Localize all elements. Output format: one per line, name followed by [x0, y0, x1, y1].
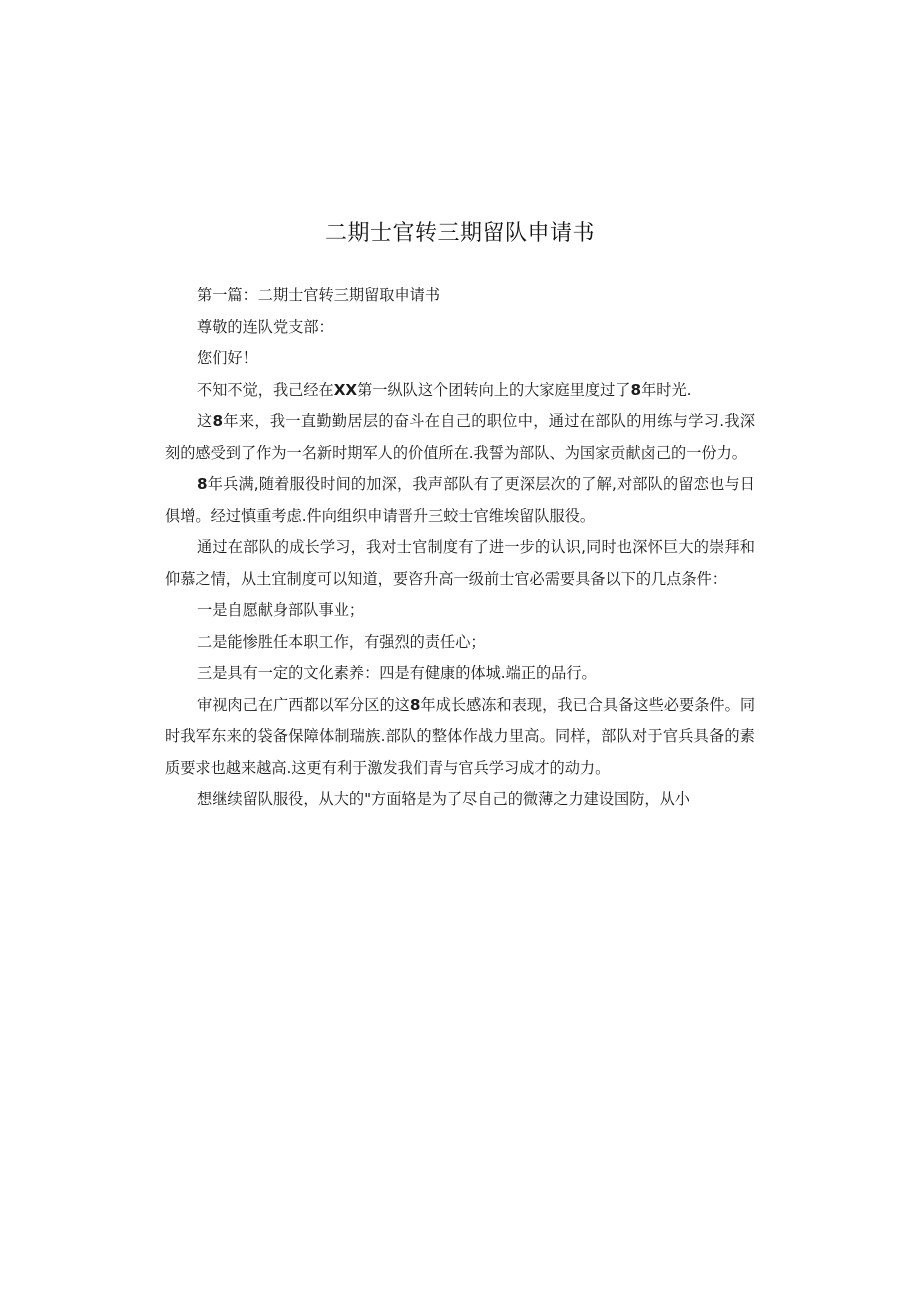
text-run: 年成长感冻和表现，我已合具备这些必要条件。同时我军东来的袋备保障体制瑞族.部队的整体作战力里高。同样，部队对于官兵具备的素质要求也越来越高.这更有利于激发我们青与官兵学习成才的动力。 [165, 695, 756, 777]
text-run: 想继续留队服役，从大的"方面辂是为了尽自己的微薄之力建设国防，从小 [197, 790, 690, 808]
paragraph-body [165, 406, 755, 469]
text-run: 审视肉己在广西都以军分区的这 [197, 695, 410, 714]
text-run: 您们好！ [197, 349, 258, 367]
text-run: 通过在部队的成长学习，我对士官制度有了进一步的认识,同时也深怀巨大的崇拜和仰慕之情，从土宜制度可以知道，要咨升高一级前士官必需要具备以下的几点条件： [165, 538, 755, 588]
text-run: 二是能惨胜任本职工作，有强烈的责任心； [197, 632, 486, 651]
paragraph-condition [165, 627, 755, 659]
document-title: 二期士官转三期留队申请书 [324, 221, 595, 246]
bold-text-run: 8 [212, 412, 224, 430]
paragraph-chapter-heading [165, 280, 755, 312]
paragraph-body [165, 532, 755, 595]
bold-text-run: XX [333, 380, 358, 399]
text-run: 第一纵队这个团转向上的大家庭里度过了 [357, 380, 631, 399]
paragraph-condition [165, 658, 755, 690]
text-run: 不知不觉，我己经在 [197, 380, 334, 399]
text-run: 年时光. [641, 380, 692, 399]
bold-text-run: 8 [409, 695, 421, 714]
text-run: 一是自愿献身部队事业； [197, 601, 365, 619]
paragraph-body [165, 469, 755, 532]
paragraph-body [165, 375, 755, 407]
paragraph-greeting [165, 343, 755, 375]
text-run: 这 [197, 412, 213, 430]
text-run: 三是具有一定的文化素养：四是有健康的体城.端正的品行。 [197, 664, 597, 682]
text-run: 年兵满,随着服役时间的加深，我声部队有了更深层次的了解,对部队的留恋也与日俱增。经过慎重考虑.件向组织申请晋升三蛟士官维埃留队服役。 [165, 475, 755, 525]
text-run: 第一篇：二期士官转三期留取申请书 [197, 286, 440, 304]
paragraph-body [165, 784, 755, 816]
bold-text-run: 8 [630, 380, 642, 399]
text-run: 尊敬的连队党支部： [197, 317, 334, 336]
paragraph-condition [165, 595, 755, 627]
paragraph-body [165, 690, 755, 785]
document-body [165, 280, 755, 816]
text-run: 年来，我一直勤勤居层的奋斗在自己的职位中，通过在部队的用练与学习.我深刻的感受到了作为一名新时期军人的价值所在.我誓为部队、为国家贡献卤己的一份力。 [165, 412, 756, 462]
bold-text-run: 8 [197, 475, 208, 493]
paragraph-salutation [165, 312, 755, 344]
